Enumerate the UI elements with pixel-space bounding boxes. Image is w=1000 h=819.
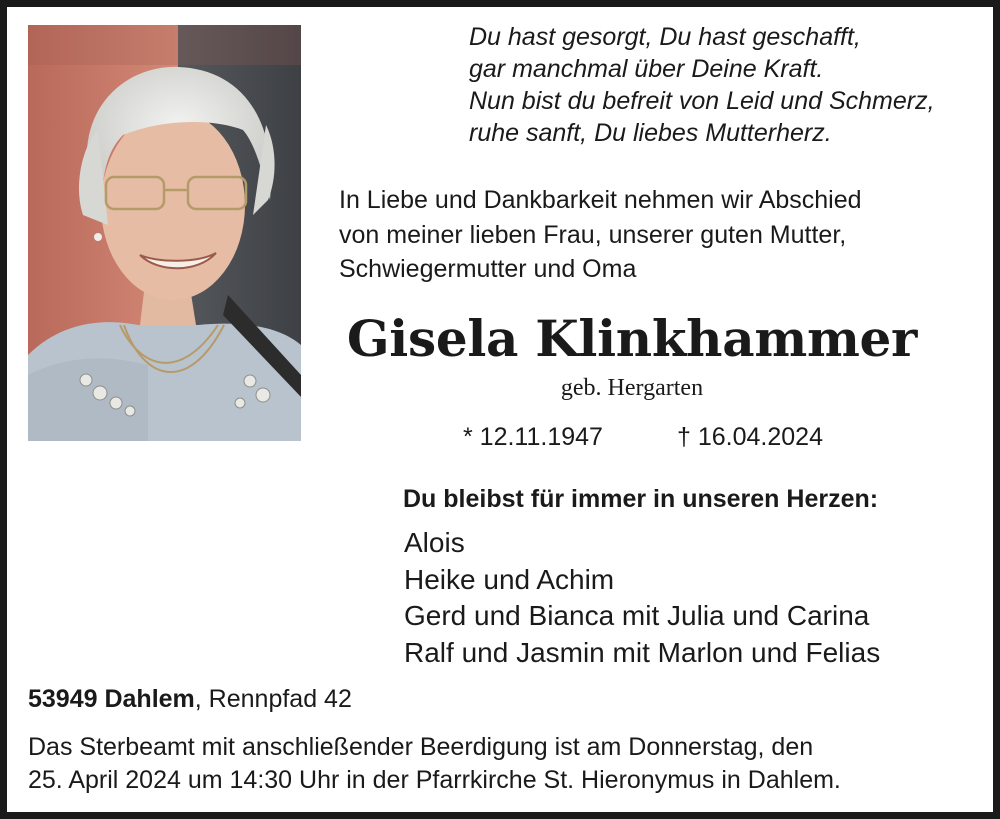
- intro-line: Schwiegermutter und Oma: [339, 255, 637, 283]
- intro-line: In Liebe und Dankbarkeit nehmen wir Abschied: [339, 186, 862, 214]
- poem-line: Nun bist du befreit von Leid und Schmerz,: [469, 87, 935, 115]
- funeral-service-info: [28, 731, 988, 797]
- address: [28, 682, 352, 716]
- poem-line: ruhe sanft, Du liebes Mutterherz.: [469, 119, 832, 147]
- service-line: 25. April 2024 um 14:30 Uhr in der Pfarrkirche St. Hieronymus in Dahlem.: [28, 766, 841, 794]
- service-line: Das Sterbeamt mit anschließender Beerdigung ist am Donnerstag, den: [28, 733, 814, 761]
- family-member: Gerd und Bianca mit Julia und Carina: [404, 600, 870, 631]
- farewell-intro: [339, 183, 979, 287]
- intro-line: von meiner lieben Frau, unserer guten Mutter,: [339, 220, 847, 249]
- deceased-name: Gisela Klinkhammer: [346, 309, 918, 368]
- maiden-name: geb. Hergarten: [560, 375, 704, 401]
- family-list: [404, 525, 880, 671]
- portrait-photo: [28, 25, 301, 441]
- birth-date: * 12.11.1947: [463, 423, 603, 451]
- family-heading: Du bleibst für immer in unseren Herzen:: [403, 485, 879, 513]
- poem-line: gar manchmal über Deine Kraft.: [469, 55, 824, 83]
- family-member: Alois: [404, 527, 465, 558]
- poem-line: Du hast gesorgt, Du hast geschafft,: [469, 23, 861, 51]
- address-city: 53949 Dahlem: [28, 685, 195, 713]
- death-date: † 16.04.2024: [677, 423, 823, 451]
- address-street: , Rennpfad 42: [194, 685, 352, 713]
- family-member: Ralf und Jasmin mit Marlon und Felias: [404, 636, 881, 668]
- memorial-poem: [469, 21, 989, 149]
- family-member: Heike und Achim: [404, 563, 615, 595]
